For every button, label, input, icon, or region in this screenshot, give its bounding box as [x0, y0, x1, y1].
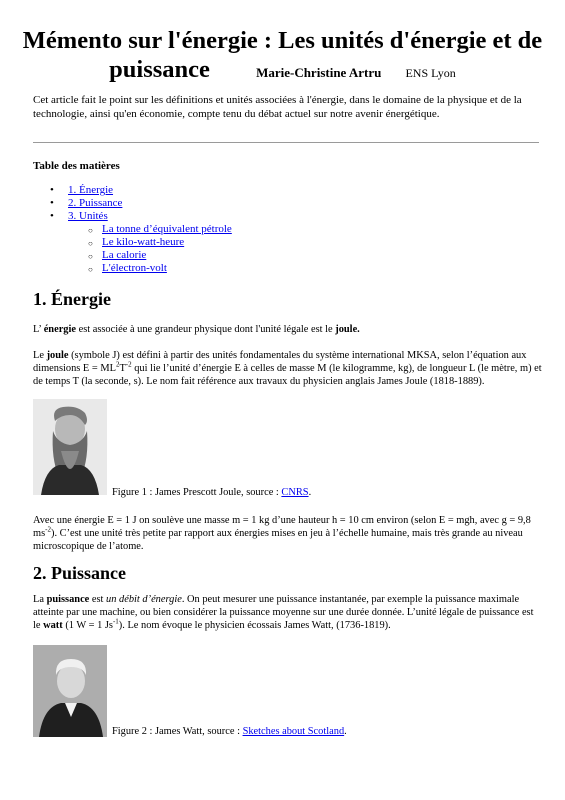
toc-item [48, 210, 232, 275]
toc-subitem [88, 236, 232, 249]
title-line-1: Mémento sur l'énergie : Les unités d'énergie et de [22, 27, 543, 54]
figure-1-caption: Figure 1 : James Prescott Joule, source : CNRS. [112, 487, 312, 498]
energie-paragraph-1: L’ énergie est associée à une grandeur physique dont l'unité légale est le joule. [33, 324, 360, 335]
author-affiliation: ENS Lyon [405, 66, 456, 80]
toc-link-energie[interactable]: 1. Énergie [68, 184, 114, 196]
toc-link-puissance[interactable]: 2. Puissance [68, 197, 123, 209]
toc-item [48, 184, 232, 197]
page-title [20, 26, 545, 88]
toc-sublist [68, 223, 232, 275]
joule-portrait-image [33, 399, 107, 495]
toc-link-kwh[interactable]: Le kilo-watt-heure [102, 236, 185, 248]
horizontal-divider [33, 142, 539, 143]
cnrs-source-link[interactable]: CNRS [281, 487, 309, 498]
section-heading-puissance: 2. Puissance [33, 563, 127, 583]
toc-subitem [88, 249, 232, 262]
title-line-2: puissance [109, 56, 210, 83]
puissance-paragraph-1: La puissance est un débit d’énergie. On peut mesurer une puissance instantanée, par exemple la puissance maximale atteinte par une machine, ou bien considérer la puissance moyenne sur une durée donnée. L’unité légale de puissance est le watt (1 W = 1 $Js^{-1}$). Le nom évoque le physicien écossais James Watt, (1736-1819). [33, 594, 534, 631]
figure-2-caption: Figure 2 : James Watt, source : Sketches about Scotland. [112, 726, 347, 737]
watt-portrait-image [33, 645, 107, 737]
toc-title: Table des matières [33, 160, 120, 172]
author-name: Marie-Christine Artru [256, 65, 382, 80]
toc-link-unites[interactable]: 3. Unités [68, 210, 108, 222]
sketches-about-scotland-link[interactable]: Sketches about Scotland [242, 726, 345, 737]
toc-subitem [88, 223, 232, 236]
intro-paragraph: Cet article fait le point sur les définitions et unités associées à l'énergie, dans le domaine de la physique et de la technologie, ainsi qu'en économie, compte tenu du débat actuel sur notre avenir énergétique. [33, 94, 522, 120]
table-of-contents [48, 184, 232, 275]
toc-link-calorie[interactable]: La calorie [102, 249, 147, 261]
toc-link-tep[interactable]: La tonne d’équivalent pétrole [102, 223, 232, 235]
toc-link-electron-volt[interactable]: L'électron-volt [102, 262, 167, 274]
section-heading-energie: 1. Énergie [33, 289, 111, 309]
energie-paragraph-2: Le joule (symbole J) est défini à partir des unités fondamentales du système international MKSA, selon l’équation aux dimensions $E = ML^2T^{-2}$ qui lie l’unité d’énergie E à celles de masse M (le kilogramme, kg), de longueur L (le mètre, m) et de temps T (la seconde, s). Le nom fait référence aux travaux du physicien anglais James Joule (1818-1889). [33, 350, 542, 387]
toc-subitem [88, 262, 232, 275]
energie-paragraph-3: Avec une énergie E = 1 J on soulève une masse m = 1 kg d’une hauteur h = 10 cm environ (selon E = mgh, avec g = 9,8 $ms^{-2}$). C’est une unité très petite par rapport aux énergies mises en jeu à l’échelle humaine, mais très grande au niveau microscopique de l’atome. [33, 515, 531, 552]
toc-item [48, 197, 232, 210]
